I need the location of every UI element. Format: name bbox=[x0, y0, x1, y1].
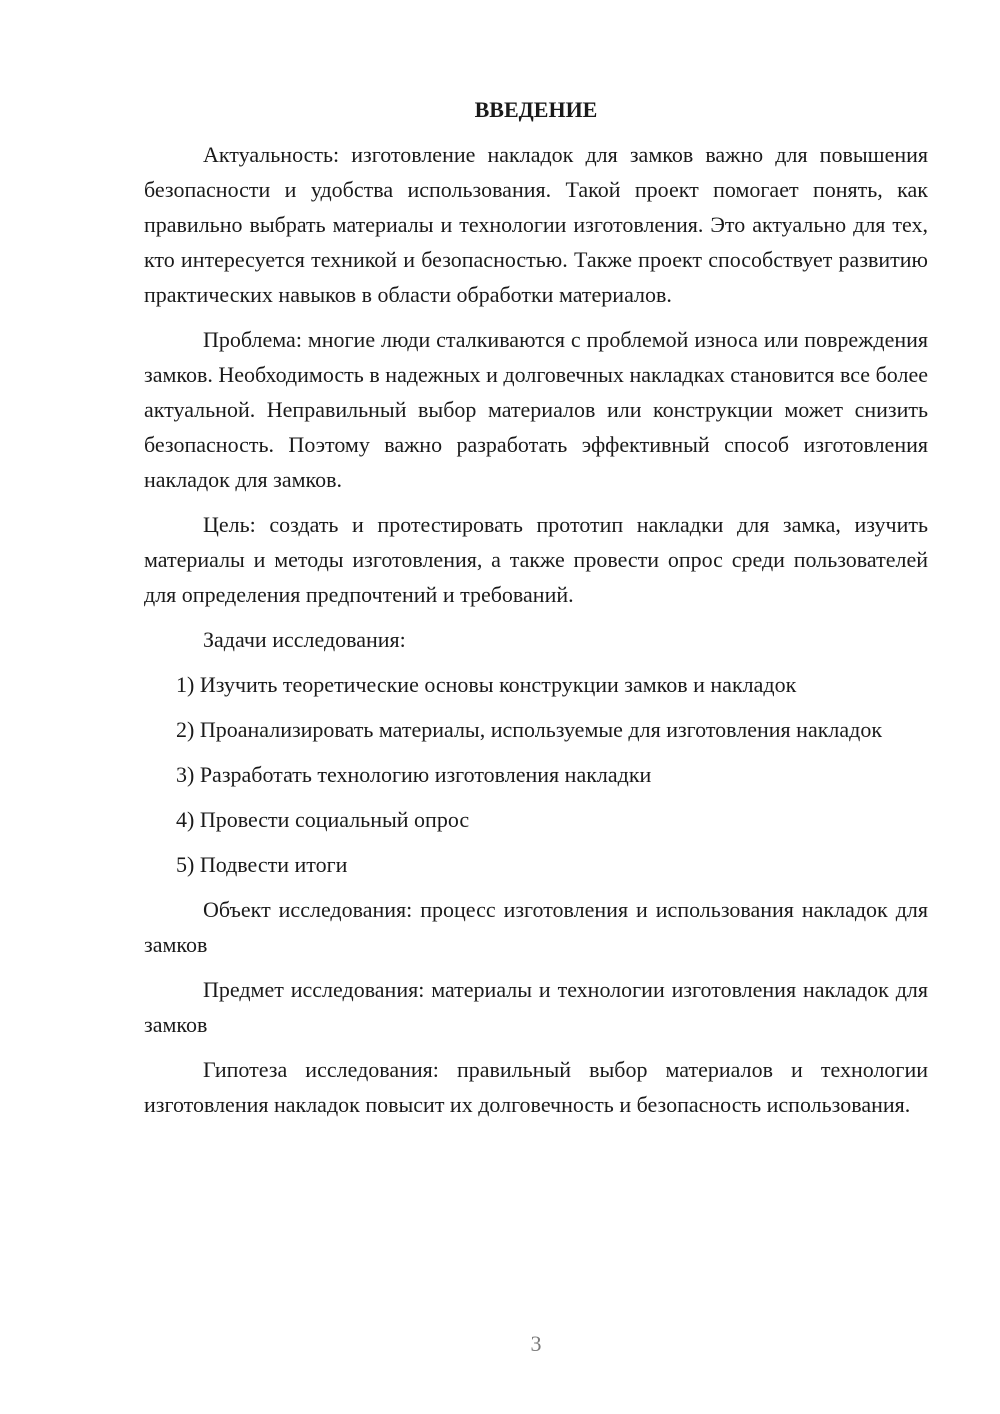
task-item: 5) Подвести итоги bbox=[176, 852, 348, 877]
tasks-intro: Задачи исследования: bbox=[203, 627, 406, 652]
task-item: 4) Провести социальный опрос bbox=[176, 807, 470, 832]
relevance-paragraph: Актуальность: изготовление накладок для замков важно для повышения безопасности и удобства использования. Такой проект помогает понять, как правильно выбрать материалы и технологии изготовления. Это актуально для тех, кто интересуется техникой и безопасностью. Также проект способствует развитию практических навыков в области обработки материалов. bbox=[144, 142, 928, 307]
document-page bbox=[144, 92, 928, 1132]
task-item: 2) Проанализировать материалы, используемые для изготовления накладок bbox=[176, 717, 883, 742]
goal-paragraph: Цель: создать и протестировать прототип накладки для замка, изучить материалы и методы изготовления, а также провести опрос среди пользователей для определения предпочтений и требований. bbox=[144, 512, 928, 607]
subject-paragraph: Предмет исследования: материалы и технологии изготовления накладок для замков bbox=[144, 977, 928, 1037]
problem-paragraph: Проблема: многие люди сталкиваются с проблемой износа или повреждения замков. Необходимость в надежных и долговечных накладках становится все более актуальной. Неправильный выбор материалов или конструкции может снизить безопасность. Поэтому важно разработать эффективный способ изготовления накладок для замков. bbox=[144, 327, 928, 492]
hypothesis-paragraph: Гипотеза исследования: правильный выбор материалов и технологии изготовления накладок повысит их долговечность и безопасность использования. bbox=[144, 1057, 928, 1117]
object-paragraph: Объект исследования: процесс изготовления и использования накладок для замков bbox=[144, 897, 928, 957]
task-item: 1) Изучить теоретические основы конструкции замков и накладок bbox=[176, 672, 797, 697]
page-number: 3 bbox=[530, 1331, 542, 1356]
task-item: 3) Разработать технологию изготовления накладки bbox=[176, 762, 652, 787]
section-heading: ВВЕДЕНИЕ bbox=[474, 97, 598, 122]
